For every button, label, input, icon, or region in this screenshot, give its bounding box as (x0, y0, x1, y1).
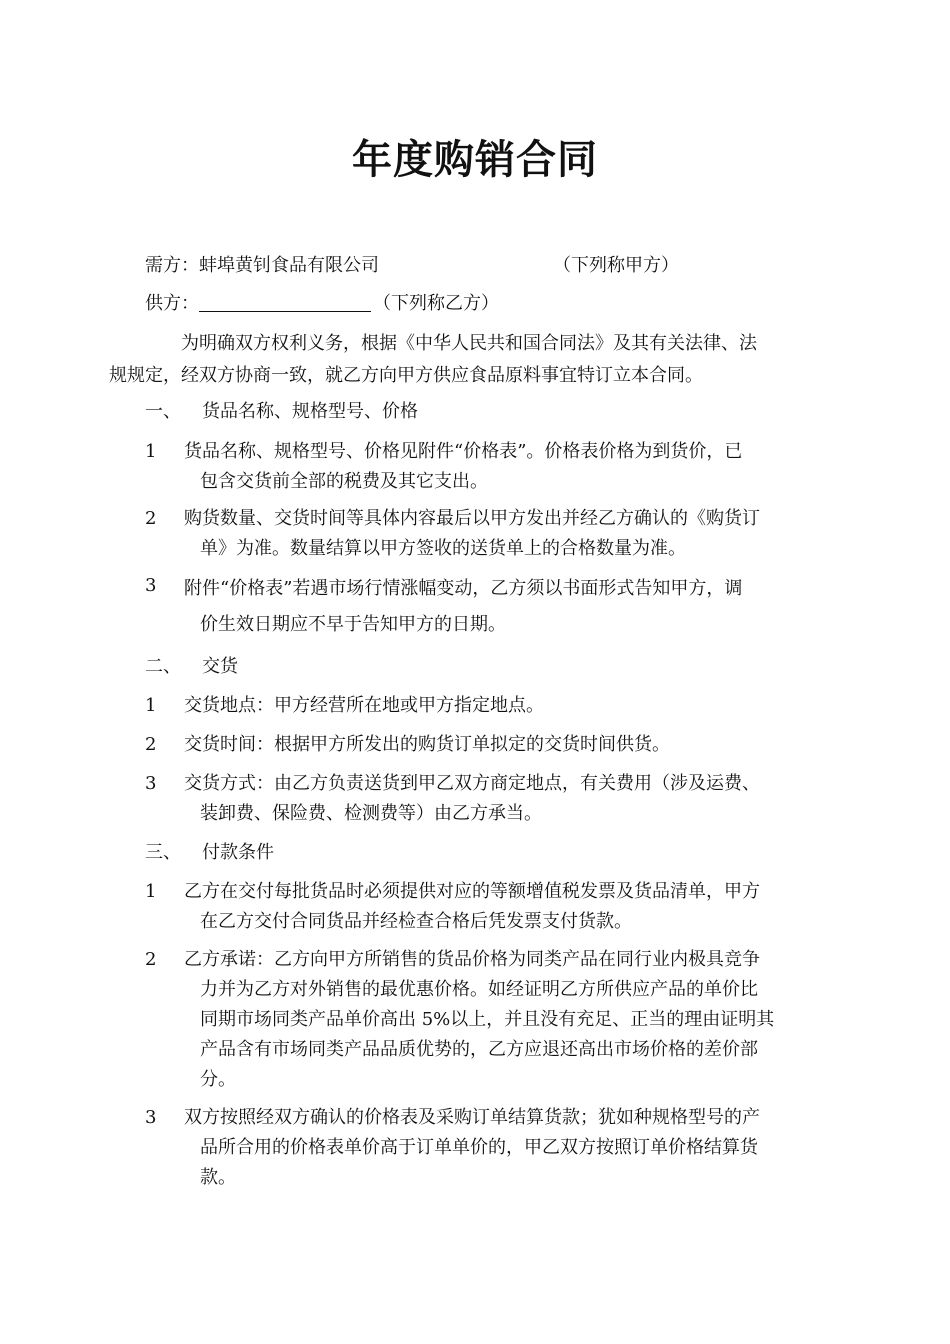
section-3-item-1-number: 1 (145, 881, 157, 902)
item-line: 在乙方交付合同货品并经检查合格后凭发票支付货款。 (200, 911, 632, 932)
section-3-number: 三、 (145, 842, 181, 863)
item-line: 货品名称、规格型号、价格见附件“价格表”。价格表价格为到货价，已 (184, 441, 743, 462)
item-line: 附件“价格表”若遇市场行情涨幅变动，乙方须以书面形式告知甲方，调 (184, 578, 743, 599)
intro-line-1: 为明确双方权利义务，根据《中华人民共和国合同法》及其有关法律、法 (181, 333, 757, 354)
intro-line-2: 规规定，经双方协商一致，就乙方向甲方供应食品原料事宜特订立本合同。 (109, 365, 703, 386)
section-3-title: 付款条件 (202, 842, 274, 863)
section-3-item-2 (184, 945, 806, 1095)
section-2-number: 二、 (145, 656, 181, 677)
section-1-item-3 (184, 571, 806, 643)
section-2-item-2-number: 2 (145, 734, 157, 755)
section-1-number: 一、 (145, 401, 181, 422)
item-line: 款。 (200, 1167, 236, 1188)
item-line: 装卸费、保险费、检测费等）由乙方承当。 (200, 803, 542, 824)
section-3-item-2-number: 2 (145, 949, 157, 970)
item-line: 单》为准。数量结算以甲方签收的送货单上的合格数量为准。 (200, 538, 686, 559)
section-1-title: 货品名称、规格型号、价格 (202, 401, 418, 422)
section-1-item-3-number: 3 (145, 575, 157, 596)
section-1-item-2-number: 2 (145, 508, 157, 529)
seller-note: （下列称乙方） (373, 293, 499, 314)
seller-blank-field[interactable] (199, 291, 371, 312)
seller-label: 供方： (145, 293, 199, 314)
item-line: 品所合用的价格表单价高于订单单价的，甲乙双方按照订单价格结算货 (200, 1137, 758, 1158)
section-2-item-3-number: 3 (145, 773, 157, 794)
item-line: 价生效日期应不早于告知甲方的日期。 (200, 614, 506, 635)
item-line: 同期市场同类产品单价高出 5%以上，并且没有充足、正当的理由证明其 (200, 1009, 775, 1030)
item-line: 交货时间：根据甲方所发出的购货订单拟定的交货时间供货。 (184, 734, 670, 755)
buyer-name: 需方：蚌埠黄钊食品有限公司 (145, 255, 379, 276)
intro-paragraph (109, 328, 809, 392)
item-line: 乙方承诺：乙方向甲方所销售的货品价格为同类产品在同行业内极具竞争 (184, 949, 760, 970)
section-1-item-1 (184, 437, 806, 497)
section-1-item-2 (184, 504, 806, 564)
section-3-item-1 (184, 877, 806, 937)
item-line: 交货地点：甲方经营所在地或甲方指定地点。 (184, 695, 544, 716)
buyer-note: （下列称甲方） (553, 255, 679, 276)
section-3-item-3-number: 3 (145, 1107, 157, 1128)
item-line: 分。 (200, 1069, 236, 1090)
item-line: 乙方在交付每批货品时必须提供对应的等额增值税发票及货品清单，甲方 (184, 881, 760, 902)
section-3-item-3 (184, 1103, 806, 1193)
section-2-title: 交货 (202, 656, 238, 677)
item-line: 力并为乙方对外销售的最优惠价格。如经证明乙方所供应产品的单价比 (200, 979, 758, 1000)
section-2-item-3 (184, 769, 806, 829)
item-line: 双方按照经双方确认的价格表及采购订单结算货款；犹如种规格型号的产 (184, 1107, 760, 1128)
item-line: 购货数量、交货时间等具体内容最后以甲方发出并经乙方确认的《购货订 (184, 508, 760, 529)
item-line: 交货方式：由乙方负责送货到甲乙双方商定地点，有关费用（涉及运费、 (184, 773, 760, 794)
item-line: 包含交货前全部的税费及其它支出。 (200, 471, 488, 492)
section-2-item-1-number: 1 (145, 695, 157, 716)
section-1-item-1-number: 1 (145, 441, 157, 462)
document-title: 年度购销合同 (352, 137, 598, 183)
item-line: 产品含有市场同类产品品质优势的，乙方应退还高出市场价格的差价部 (200, 1039, 758, 1060)
section-2-item-2 (184, 730, 806, 760)
section-2-item-1 (184, 691, 806, 721)
seller-line (145, 289, 499, 319)
buyer-line (145, 251, 679, 281)
